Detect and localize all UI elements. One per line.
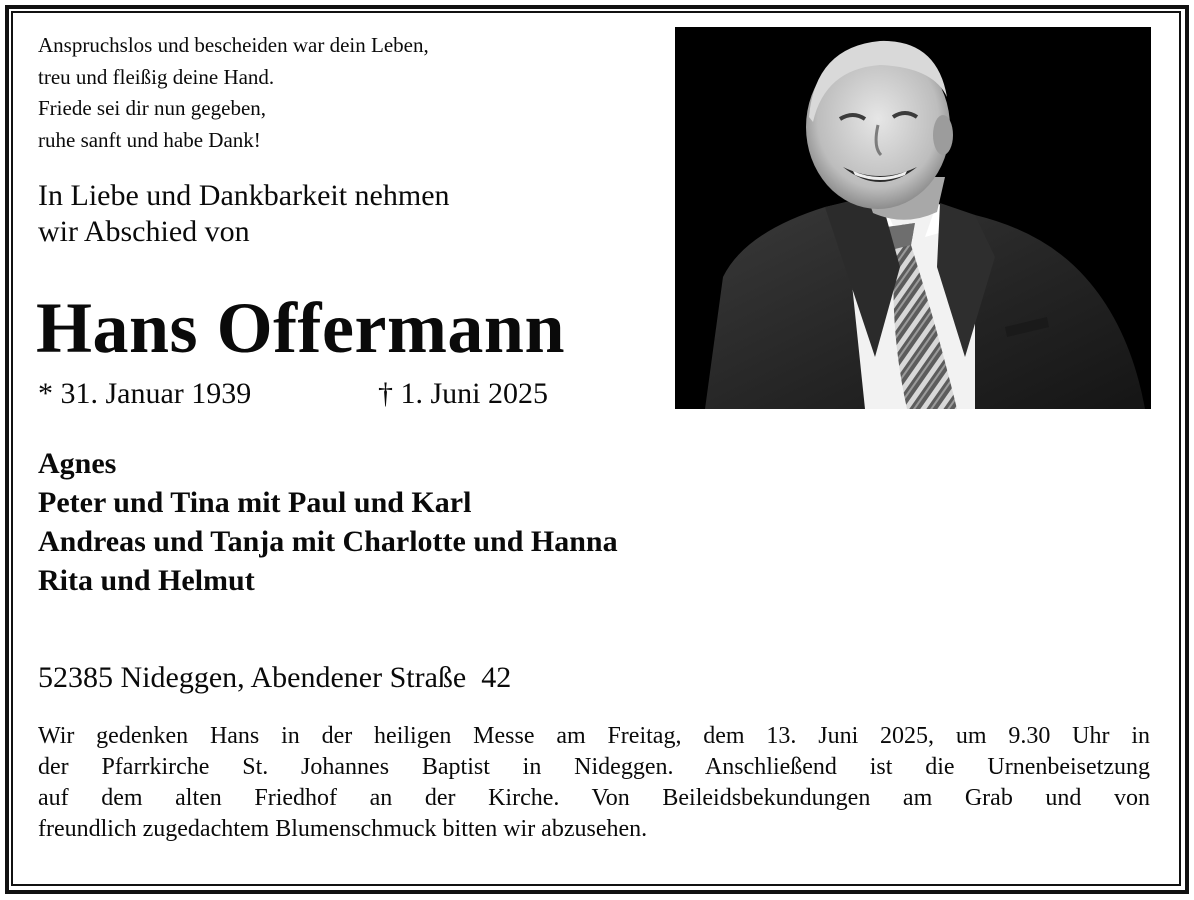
birth-date: * 31. Januar 1939: [38, 377, 252, 410]
notice-line: auf dem alten Friedhof an der Kirche. Von Beileidsbekundungen am Grab und von: [38, 785, 1150, 811]
poem-line: treu und fleißig deine Hand.: [38, 64, 275, 89]
notice-line: freundlich zugedachtem Blumenschmuck bitten wir abzusehen.: [38, 816, 648, 842]
address: 52385 Nideggen, Abendener Straße 42: [38, 661, 512, 694]
intro-text: [38, 178, 450, 250]
poem-line: ruhe sanft und habe Dank!: [38, 127, 261, 152]
family-member: Rita und Helmut: [38, 564, 255, 597]
family-member: Andreas und Tanja mit Charlotte und Hanna: [38, 525, 618, 558]
portrait-illustration: [675, 27, 1151, 409]
deceased-name: Hans Offermann: [36, 288, 565, 368]
family-member: Agnes: [38, 447, 117, 480]
intro-line: In Liebe und Dankbarkeit nehmen: [38, 179, 450, 212]
family-member: Peter und Tina mit Paul und Karl: [38, 486, 472, 519]
notice-line: Wir gedenken Hans in der heiligen Messe am Freitag, dem 13. Juni 2025, um 9.30 Uhr in: [38, 723, 1150, 749]
life-dates: [38, 374, 549, 414]
memorial-notice: [38, 721, 1150, 845]
poem-line: Friede sei dir nun gegeben,: [38, 96, 267, 120]
death-date: † 1. Juni 2025: [378, 377, 549, 410]
portrait-photo: [675, 27, 1151, 409]
poem-line: Anspruchslos und bescheiden war dein Leben,: [38, 33, 429, 57]
notice-line: der Pfarrkirche St. Johannes Baptist in Nideggen. Anschließend ist die Urnenbeisetzung: [38, 754, 1150, 780]
intro-line: wir Abschied von: [38, 215, 250, 248]
poem: [38, 30, 429, 156]
family-list: [38, 444, 618, 600]
